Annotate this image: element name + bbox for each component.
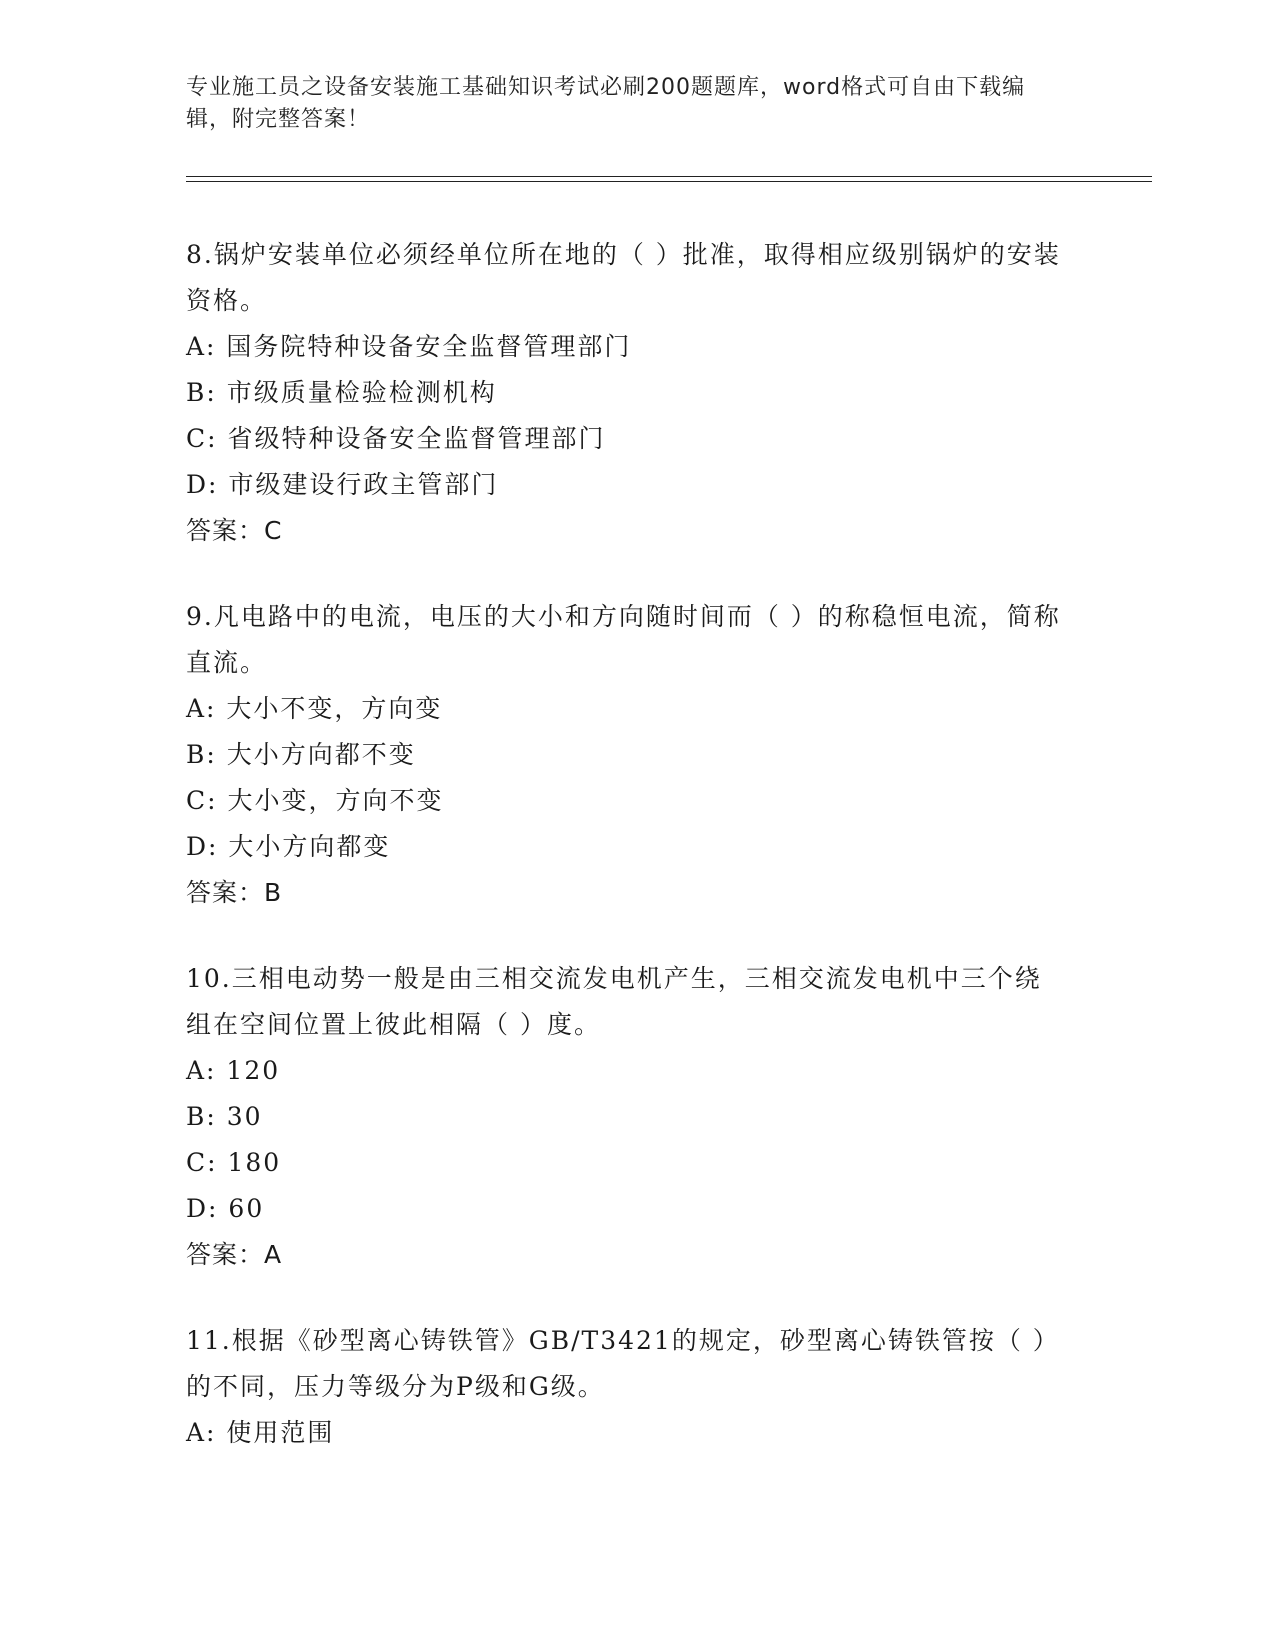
header-divider-bottom — [186, 181, 1152, 182]
option-b: B: 市级质量检验检测机构 — [186, 378, 497, 407]
option-d: D: 60 — [186, 1194, 265, 1223]
question-stem: 9.凡电路中的电流，电压的大小和方向随时间而（ ）的称稳恒电流，简称直流。 — [186, 602, 1061, 677]
option-a: A: 120 — [186, 1056, 281, 1085]
option-a: A: 使用范围 — [186, 1418, 335, 1447]
question-8 — [186, 232, 1066, 554]
option-a: A: 国务院特种设备安全监督管理部门 — [186, 332, 632, 361]
spacer — [186, 916, 1066, 956]
spacer — [186, 554, 1066, 594]
option-b: B: 30 — [186, 1102, 263, 1131]
answer-line: 答案：A — [186, 1240, 283, 1269]
option-d: D: 市级建设行政主管部门 — [186, 470, 499, 499]
question-list — [186, 232, 1066, 1456]
option-c: C: 省级特种设备安全监督管理部门 — [186, 424, 606, 453]
spacer — [186, 1278, 1066, 1318]
option-d: D: 大小方向都变 — [186, 832, 391, 861]
question-stem: 11.根据《砂型离心铸铁管》GB/T3421的规定，砂型离心铸铁管按（ ）的不同，压力等级分为P级和G级。 — [186, 1326, 1060, 1401]
question-stem: 8.锅炉安装单位必须经单位所在地的（ ）批准，取得相应级别锅炉的安装资格。 — [186, 240, 1061, 315]
document-title: 专业施工员之设备安装施工基础知识考试必刷200题题库，word格式可自由下载编辑，附完整答案！ — [186, 75, 1026, 132]
option-c: C: 大小变，方向不变 — [186, 786, 444, 815]
option-a: A: 大小不变，方向变 — [186, 694, 443, 723]
question-9 — [186, 594, 1066, 916]
answer-line: 答案：B — [186, 878, 283, 907]
document-header — [186, 72, 1066, 136]
option-b: B: 大小方向都不变 — [186, 740, 416, 769]
question-11 — [186, 1318, 1066, 1456]
option-c: C: 180 — [186, 1148, 282, 1177]
question-10 — [186, 956, 1066, 1278]
header-divider-top — [186, 176, 1152, 177]
answer-line: 答案：C — [186, 516, 283, 545]
question-stem: 10.三相电动势一般是由三相交流发电机产生，三相交流发电机中三个绕组在空间位置上彼此相隔（ ）度。 — [186, 964, 1042, 1039]
